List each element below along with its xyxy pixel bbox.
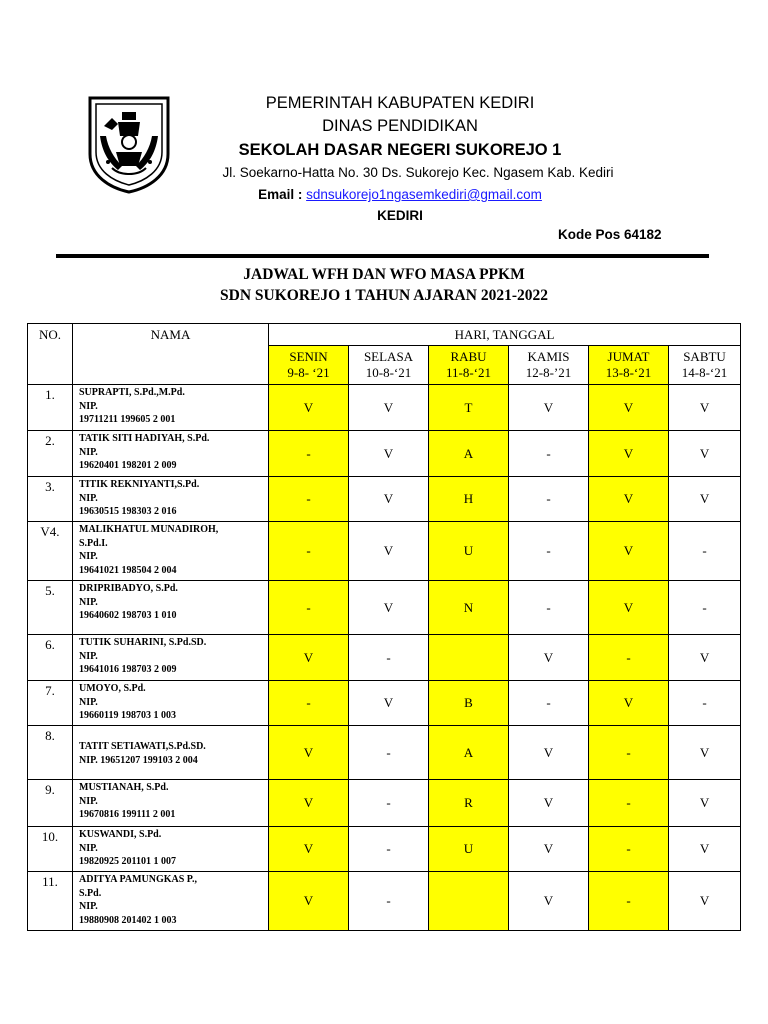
table-row [28, 477, 741, 522]
attendance-mark-rabu: A [429, 726, 509, 780]
header-postcode: Kode Pos 64182 [558, 227, 662, 242]
staff-name-line: 19640602 198703 1 010 [79, 610, 177, 621]
table-row [28, 385, 741, 431]
row-number: 1. [28, 385, 73, 431]
attendance-mark-rabu: A [429, 431, 509, 477]
day-header-rabu [429, 346, 509, 385]
day-date: 13-8-‘21 [605, 365, 652, 380]
attendance-mark-sabtu: V [669, 780, 741, 827]
row-number: 6. [28, 635, 73, 681]
header-email-line [0, 187, 768, 202]
attendance-mark-senin: V [269, 872, 349, 931]
attendance-mark-senin: V [269, 726, 349, 780]
attendance-mark-jumat: V [589, 581, 669, 635]
day-header-senin [269, 346, 349, 385]
header-department-line: DINAS PENDIDIKAN [322, 117, 478, 135]
day-header-kamis [509, 346, 589, 385]
attendance-mark-jumat: V [589, 477, 669, 522]
staff-name-line: NIP. [79, 596, 98, 608]
attendance-mark-kamis: - [509, 681, 589, 726]
day-header-sabtu [669, 346, 741, 385]
day-date: 11-8-‘21 [445, 365, 491, 380]
attendance-mark-senin: - [269, 681, 349, 726]
staff-name-line: TUTIK SUHARINI, S.Pd.SD. [79, 637, 207, 648]
attendance-mark-kamis: V [509, 872, 589, 931]
attendance-mark-rabu: T [429, 385, 509, 431]
staff-name-line: S.Pd. [79, 887, 102, 899]
table-row [28, 780, 741, 827]
schedule-body [28, 385, 741, 931]
attendance-mark-sabtu: V [669, 477, 741, 522]
attendance-mark-sabtu: V [669, 726, 741, 780]
staff-name-line: TITIK REKNIYANTI,S.Pd. [79, 479, 200, 490]
header-address: Jl. Soekarno-Hatta No. 30 Ds. Sukorejo Kec. Ngasem Kab. Kediri [222, 165, 614, 180]
schedule-table [27, 323, 741, 931]
attendance-mark-sabtu: V [669, 872, 741, 931]
attendance-mark-selasa: - [349, 780, 429, 827]
day-date: 9-8- ‘21 [287, 365, 330, 380]
attendance-mark-rabu [429, 635, 509, 681]
staff-name-cell [73, 635, 269, 681]
table-row [28, 522, 741, 581]
row-number: 8. [28, 726, 73, 780]
staff-name-line: S.Pd.I. [79, 537, 108, 549]
table-row [28, 726, 741, 780]
staff-name-line: 19641016 198703 2 009 [79, 664, 177, 675]
attendance-mark-senin: - [269, 581, 349, 635]
staff-name-line: NIP. [79, 842, 98, 854]
staff-name-line: MALIKHATUL MUNADIROH, [79, 524, 219, 535]
attendance-mark-senin: - [269, 431, 349, 477]
attendance-mark-jumat: - [589, 635, 669, 681]
staff-name-line: 19820925 201101 1 007 [79, 856, 176, 867]
attendance-mark-rabu: U [429, 827, 509, 872]
attendance-mark-selasa: - [349, 872, 429, 931]
table-row [28, 431, 741, 477]
staff-name-cell [73, 780, 269, 827]
document-subtitle: SDN SUKOREJO 1 TAHUN AJARAN 2021-2022 [220, 287, 548, 304]
col-header-hari-tanggal: HARI, TANGGAL [269, 324, 741, 346]
staff-name-line: 19670816 199111 2 001 [79, 809, 176, 820]
attendance-mark-jumat: - [589, 872, 669, 931]
table-row [28, 681, 741, 726]
day-header-jumat [589, 346, 669, 385]
row-number: 5. [28, 581, 73, 635]
staff-name-line: NIP. 19651207 199103 2 004 [79, 754, 198, 766]
attendance-mark-senin: V [269, 385, 349, 431]
attendance-mark-rabu: U [429, 522, 509, 581]
staff-name-line: MUSTIANAH, S.Pd. [79, 782, 169, 793]
staff-name-cell [73, 726, 269, 780]
staff-name-cell [73, 477, 269, 522]
attendance-mark-selasa: V [349, 581, 429, 635]
attendance-mark-kamis: - [509, 522, 589, 581]
attendance-mark-kamis: V [509, 385, 589, 431]
staff-name-cell [73, 385, 269, 431]
attendance-mark-kamis: V [509, 635, 589, 681]
attendance-mark-kamis: V [509, 726, 589, 780]
staff-name-line: 19630515 198303 2 016 [79, 506, 177, 517]
attendance-mark-rabu: B [429, 681, 509, 726]
attendance-mark-jumat: - [589, 827, 669, 872]
staff-name-line: TATIK SITI HADIYAH, S.Pd. [79, 433, 210, 444]
row-number: V4. [28, 522, 73, 581]
attendance-mark-jumat: V [589, 431, 669, 477]
col-header-no: NO. [28, 324, 73, 385]
staff-name-line: DRIPRIBADYO, S.Pd. [79, 583, 178, 594]
staff-name-line: 19711211 199605 2 001 [79, 414, 176, 425]
attendance-mark-senin: V [269, 780, 349, 827]
staff-name-line: 19660119 198703 1 003 [79, 710, 176, 721]
attendance-mark-kamis: - [509, 581, 589, 635]
attendance-mark-selasa: - [349, 635, 429, 681]
day-name: KAMIS [527, 349, 570, 364]
header-government-line: PEMERINTAH KABUPATEN KEDIRI [265, 94, 535, 112]
attendance-mark-senin: V [269, 827, 349, 872]
day-name: SABTU [683, 349, 726, 364]
staff-name-cell [73, 872, 269, 931]
staff-name-line: NIP. [79, 551, 98, 562]
day-date: 10-8-‘21 [365, 365, 412, 380]
attendance-mark-rabu: H [429, 477, 509, 522]
header-school-name: SEKOLAH DASAR NEGERI SUKOREJO 1 [238, 141, 562, 159]
row-number: 10. [28, 827, 73, 872]
attendance-mark-kamis: V [509, 780, 589, 827]
attendance-mark-sabtu: V [669, 827, 741, 872]
row-number: 7. [28, 681, 73, 726]
row-number: 3. [28, 477, 73, 522]
day-date: 12-8-’21 [525, 365, 572, 380]
staff-name-line: NIP. [79, 795, 98, 807]
staff-name-line: NIP. [79, 650, 98, 662]
attendance-mark-sabtu: - [669, 681, 741, 726]
email-link[interactable]: sdnsukorejo1ngasemkediri@gmail.com [306, 187, 542, 202]
attendance-mark-sabtu: V [669, 431, 741, 477]
staff-name-line: NIP. [79, 492, 98, 504]
attendance-mark-sabtu: - [669, 522, 741, 581]
attendance-mark-selasa: - [349, 827, 429, 872]
staff-name-line: NIP. [79, 400, 98, 412]
header-city: KEDIRI [377, 208, 423, 223]
day-name: JUMAT [607, 349, 650, 364]
attendance-mark-senin: - [269, 477, 349, 522]
document-title: JADWAL WFH DAN WFO MASA PPKM [243, 266, 525, 283]
staff-name-line: TATIT SETIAWATI,S.Pd.SD. [79, 741, 206, 752]
attendance-mark-jumat: V [589, 681, 669, 726]
attendance-mark-jumat: - [589, 780, 669, 827]
attendance-mark-kamis: - [509, 477, 589, 522]
day-header-selasa [349, 346, 429, 385]
email-label: Email : [258, 187, 303, 202]
row-number: 2. [28, 431, 73, 477]
staff-name-line: 19880908 201402 1 003 [79, 914, 177, 926]
staff-name-line: NIP. [79, 446, 98, 458]
attendance-mark-jumat: - [589, 726, 669, 780]
staff-name-line: NIP. [79, 696, 98, 708]
attendance-mark-senin: - [269, 522, 349, 581]
table-row [28, 635, 741, 681]
attendance-mark-rabu [429, 872, 509, 931]
attendance-mark-rabu: R [429, 780, 509, 827]
attendance-mark-jumat: V [589, 385, 669, 431]
staff-name-cell [73, 522, 269, 581]
staff-name-cell [73, 827, 269, 872]
header-divider [56, 254, 709, 258]
attendance-mark-sabtu: V [669, 385, 741, 431]
staff-name-line: NIP. [79, 901, 98, 912]
attendance-mark-selasa: V [349, 431, 429, 477]
attendance-mark-senin: V [269, 635, 349, 681]
staff-name-line: 19641021 198504 2 004 [79, 564, 177, 576]
row-number: 9. [28, 780, 73, 827]
attendance-mark-selasa: - [349, 726, 429, 780]
attendance-mark-selasa: V [349, 522, 429, 581]
attendance-mark-kamis: - [509, 431, 589, 477]
attendance-mark-selasa: V [349, 681, 429, 726]
staff-name-line: UMOYO, S.Pd. [79, 683, 146, 694]
day-date: 14-8-‘21 [681, 365, 728, 380]
attendance-mark-jumat: V [589, 522, 669, 581]
attendance-mark-selasa: V [349, 477, 429, 522]
day-name: SENIN [289, 349, 328, 364]
staff-name-line: SUPRAPTI, S.Pd.,M.Pd. [79, 387, 185, 398]
attendance-mark-sabtu: V [669, 635, 741, 681]
attendance-mark-sabtu: - [669, 581, 741, 635]
attendance-mark-selasa: V [349, 385, 429, 431]
staff-name-cell [73, 431, 269, 477]
staff-name-line: 19620401 198201 2 009 [79, 460, 177, 471]
staff-name-cell [73, 681, 269, 726]
table-row [28, 581, 741, 635]
day-name: SELASA [363, 349, 414, 364]
attendance-mark-rabu: N [429, 581, 509, 635]
day-name: RABU [450, 349, 487, 364]
staff-name-cell [73, 581, 269, 635]
table-row [28, 827, 741, 872]
staff-name-line: ADITYA PAMUNGKAS P., [79, 874, 197, 885]
row-number: 11. [28, 872, 73, 931]
table-row [28, 872, 741, 931]
attendance-mark-kamis: V [509, 827, 589, 872]
staff-name-line: KUSWANDI, S.Pd. [79, 829, 162, 840]
col-header-nama: NAMA [73, 324, 269, 385]
